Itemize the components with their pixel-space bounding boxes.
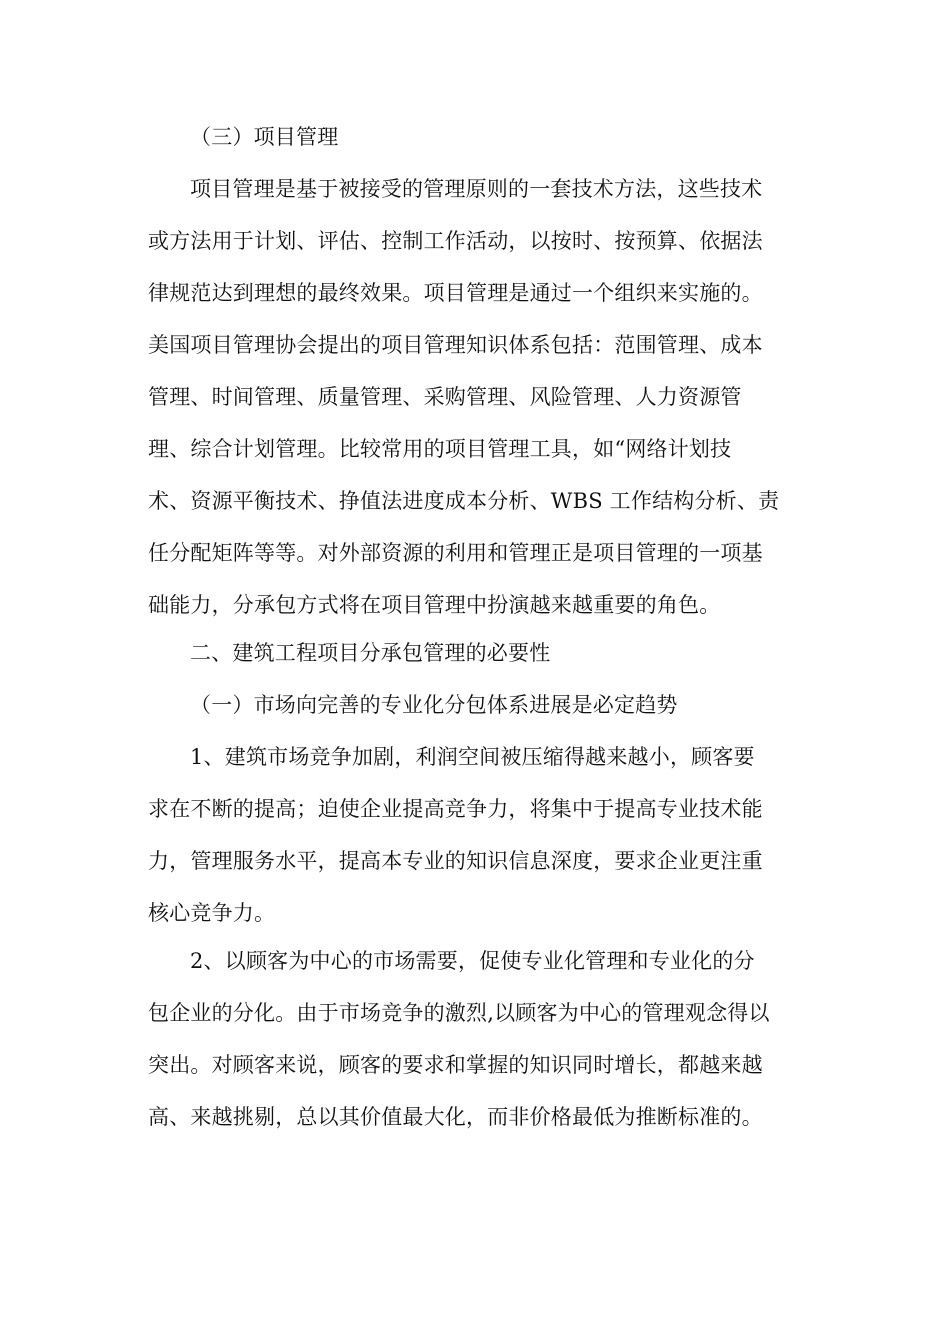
paragraph-line: 求在不断的提高；迫使企业提高竞争力，将集中于提高专业技术能 bbox=[148, 797, 763, 821]
paragraph-line: 高、来越挑剔，总以其价值最大化，而非价格最低为推断标准的。 bbox=[148, 1105, 763, 1129]
section-heading-subcontracting: 二、建筑工程项目分承包管理的必要性 bbox=[190, 641, 551, 665]
paragraph-line: 力，管理服务水平，提高本专业的知识信息深度，要求企业更注重 bbox=[148, 849, 763, 873]
section-heading-project-management: （三）项目管理 bbox=[190, 125, 339, 149]
paragraph-line: 2、以顾客为中心的市场需要，促使专业化管理和专业化的分 bbox=[190, 949, 755, 973]
paragraph-line: 管理、时间管理、质量管理、采购管理、风险管理、人力资源管 bbox=[148, 385, 742, 409]
paragraph-line: 础能力，分承包方式将在项目管理中扮演越来越重要的角色。 bbox=[148, 593, 721, 617]
paragraph-line: 律规范达到理想的最终效果。项目管理是通过一个组织来实施的。 bbox=[148, 281, 763, 305]
paragraph-line: 术、资源平衡技术、挣值法进度成本分析、WBS 工作结构分析、责 bbox=[148, 489, 780, 513]
paragraph-line: 1、建筑市场竞争加剧，利润空间被压缩得越来越小，顾客要 bbox=[190, 745, 755, 769]
paragraph-line: 任分配矩阵等等。对外部资源的利用和管理正是项目管理的一项基 bbox=[148, 541, 763, 565]
paragraph-line: 美国项目管理协会提出的项目管理知识体系包括：范围管理、成本 bbox=[148, 333, 763, 357]
paragraph-line: 或方法用于计划、评估、控制工作活动，以按时、按预算、依据法 bbox=[148, 229, 763, 253]
paragraph-line: 突出。对顾客来说，顾客的要求和掌握的知识同时增长，都越来越 bbox=[148, 1053, 763, 1077]
paragraph-line: 核心竞争力。 bbox=[148, 901, 276, 925]
paragraph-line: 包企业的分化。由于市场竞争的激烈,以顾客为中心的管理观念得以 bbox=[148, 1001, 770, 1025]
subsection-heading-market-trend: （一）市场向完善的专业化分包体系进展是必定趋势 bbox=[190, 693, 678, 717]
paragraph-line: 项目管理是基于被接受的管理原则的一套技术方法，这些技术 bbox=[190, 177, 763, 201]
paragraph-line: 理、综合计划管理。比较常用的项目管理工具，如“网络计划技 bbox=[148, 437, 732, 461]
